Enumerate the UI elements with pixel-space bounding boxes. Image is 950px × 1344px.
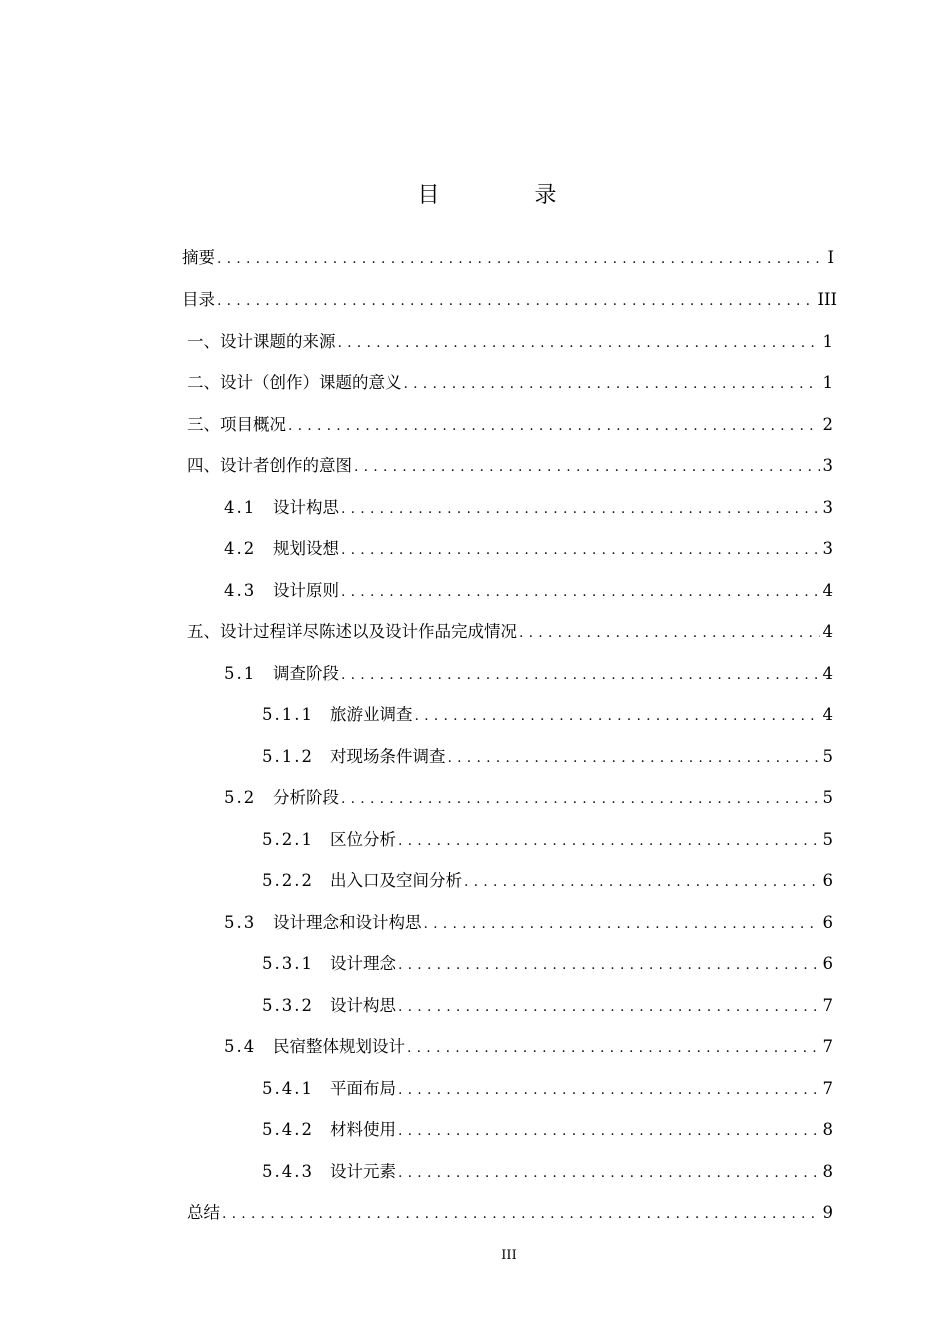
toc-entry-label <box>224 662 339 686</box>
toc-entry[interactable] <box>262 869 833 893</box>
toc-entry-title: 区位分析 <box>330 830 396 849</box>
toc-entry-page: 1 <box>822 332 833 351</box>
toc-entry-page: 6 <box>822 871 833 890</box>
toc-entry-page: 5 <box>822 788 833 807</box>
toc-entry-page: 6 <box>822 913 833 932</box>
toc-entry-label <box>262 828 396 852</box>
toc-leader-dots <box>222 1202 820 1226</box>
toc-leader-dots <box>404 372 820 396</box>
toc-entry-number: 5.2 <box>224 788 257 807</box>
toc-entry-page: 2 <box>822 415 833 434</box>
toc-entry-label <box>224 537 339 561</box>
toc-entry-label <box>262 703 413 727</box>
toc-entry[interactable] <box>224 579 833 603</box>
toc-entry-title: 设计原则 <box>273 581 339 600</box>
toc-entry-number: 5.4.2 <box>262 1120 314 1139</box>
toc-entry-page: 4 <box>822 705 833 724</box>
toc-leader-dots <box>217 247 824 271</box>
toc-leader-dots <box>398 995 820 1019</box>
toc-leader-dots <box>398 953 820 977</box>
toc-entry-label <box>224 911 422 935</box>
toc-entry[interactable] <box>262 745 833 769</box>
toc-entry-page: 8 <box>822 1162 833 1181</box>
toc-entry-number: 5.3 <box>224 913 257 932</box>
toc-entry-number: 5.1.1 <box>262 705 314 724</box>
toc-entry-title: 设计理念和设计构思 <box>273 913 422 932</box>
toc-leader-dots <box>464 870 820 894</box>
page-title: 目 录 <box>417 183 601 208</box>
toc-entry-label <box>262 994 396 1018</box>
toc-entry-label <box>224 786 339 810</box>
toc-entry-page: 4 <box>822 664 833 683</box>
toc-entry[interactable] <box>262 828 833 852</box>
toc-entry-page: 5 <box>822 747 833 766</box>
toc-entry-label: 目录 <box>182 290 215 309</box>
toc-entry-label <box>262 1077 396 1101</box>
toc-entry-title: 设计理念 <box>330 954 396 973</box>
toc-entry[interactable] <box>187 1201 833 1225</box>
toc-entry-label <box>224 579 339 603</box>
toc-leader-dots <box>341 663 820 687</box>
toc-entry-label: 五、设计过程详尽陈述以及设计作品完成情况 <box>187 622 517 641</box>
toc-entry-label <box>224 496 339 520</box>
toc-entry-title: 调查阶段 <box>273 664 339 683</box>
toc-entry-label <box>262 1160 396 1184</box>
toc-entry-title: 规划设想 <box>273 539 339 558</box>
toc-entry-label: 总结 <box>187 1203 220 1222</box>
toc-entry-page: 4 <box>822 622 833 641</box>
toc-leader-dots <box>448 746 820 770</box>
toc-entry[interactable] <box>187 413 833 437</box>
toc-entry-label <box>262 1118 396 1142</box>
toc-entry-page: 3 <box>822 539 833 558</box>
toc-entry[interactable] <box>187 371 833 395</box>
toc-entry-page: 7 <box>822 1079 833 1098</box>
toc-entry-title: 民宿整体规划设计 <box>273 1037 405 1056</box>
toc-entry-page: I <box>827 248 834 267</box>
toc-leader-dots <box>341 580 820 604</box>
toc-entry[interactable] <box>182 288 837 312</box>
toc-entry-label <box>224 1035 405 1059</box>
toc-leader-dots <box>407 1036 820 1060</box>
toc-entry[interactable] <box>224 496 833 520</box>
toc-leader-dots <box>338 331 820 355</box>
toc-entry-page: III <box>817 290 837 309</box>
toc-entry-title: 旅游业调查 <box>330 705 413 724</box>
toc-entry-label: 一、设计课题的来源 <box>187 332 336 351</box>
toc-entry-label: 四、设计者创作的意图 <box>187 456 352 475</box>
toc-entry-number: 4.3 <box>224 581 257 600</box>
toc-entry-number: 5.4 <box>224 1037 257 1056</box>
toc-entry-page: 4 <box>822 581 833 600</box>
toc-entry-title: 设计构思 <box>273 498 339 517</box>
toc-entry-number: 5.2.1 <box>262 830 314 849</box>
toc-leader-dots <box>519 621 820 645</box>
toc-leader-dots <box>424 912 820 936</box>
toc-leader-dots <box>217 289 814 313</box>
toc-leader-dots <box>341 538 820 562</box>
toc-entry-title: 设计元素 <box>330 1162 396 1181</box>
toc-entry-label <box>262 745 446 769</box>
page-number-footer: III <box>501 1248 517 1263</box>
toc-entry[interactable] <box>262 703 833 727</box>
toc-leader-dots <box>341 497 820 521</box>
toc-entry-page: 5 <box>822 830 833 849</box>
toc-leader-dots <box>398 829 820 853</box>
toc-entry-page: 7 <box>822 996 833 1015</box>
toc-entry-number: 4.1 <box>224 498 257 517</box>
toc-leader-dots <box>398 1119 820 1143</box>
toc-entry-title: 出入口及空间分析 <box>330 871 462 890</box>
toc-entry-label <box>262 952 396 976</box>
toc-entry[interactable] <box>224 786 833 810</box>
toc-entry-page: 3 <box>822 456 833 475</box>
toc-leader-dots <box>288 414 820 438</box>
toc-leader-dots <box>398 1078 820 1102</box>
toc-leader-dots <box>354 455 820 479</box>
toc-entry[interactable] <box>224 911 833 935</box>
toc-entry[interactable] <box>262 1160 833 1184</box>
toc-entry-number: 5.4.1 <box>262 1079 314 1098</box>
toc-leader-dots <box>415 704 820 728</box>
toc-entry-number: 5.1.2 <box>262 747 314 766</box>
toc-entry-label: 摘要 <box>182 248 215 267</box>
toc-entry-label: 三、项目概况 <box>187 415 286 434</box>
toc-entry[interactable] <box>224 662 833 686</box>
toc-entry-number: 5.4.3 <box>262 1162 314 1181</box>
toc-entry-title: 材料使用 <box>330 1120 396 1139</box>
toc-entry[interactable] <box>187 454 833 478</box>
toc-entry[interactable] <box>187 620 833 644</box>
toc-entry-title: 平面布局 <box>330 1079 396 1098</box>
toc-entry-page: 1 <box>822 373 833 392</box>
toc-entry-number: 5.1 <box>224 664 257 683</box>
toc-entry-title: 对现场条件调查 <box>330 747 446 766</box>
toc-entry[interactable] <box>187 330 833 354</box>
toc-entry-number: 4.2 <box>224 539 257 558</box>
toc-entry-label: 二、设计（创作）课题的意义 <box>187 373 402 392</box>
toc-entry[interactable] <box>262 952 833 976</box>
toc-entry[interactable] <box>262 994 833 1018</box>
toc-entry[interactable] <box>224 537 833 561</box>
toc-leader-dots <box>398 1161 820 1185</box>
toc-entry[interactable] <box>224 1035 833 1059</box>
toc-entry-number: 5.3.2 <box>262 996 314 1015</box>
toc-leader-dots <box>341 787 820 811</box>
toc-entry-page: 3 <box>822 498 833 517</box>
toc-entry[interactable] <box>262 1077 833 1101</box>
toc-entry-page: 9 <box>822 1203 833 1222</box>
toc-entry-title: 分析阶段 <box>273 788 339 807</box>
toc-entry[interactable] <box>262 1118 833 1142</box>
toc-entry[interactable] <box>182 246 834 270</box>
toc-entry-number: 5.2.2 <box>262 871 314 890</box>
toc-entry-page: 7 <box>822 1037 833 1056</box>
toc-entry-label <box>262 869 462 893</box>
toc-entry-page: 8 <box>822 1120 833 1139</box>
toc-entry-page: 6 <box>822 954 833 973</box>
toc-entry-title: 设计构思 <box>330 996 396 1015</box>
toc-entry-number: 5.3.1 <box>262 954 314 973</box>
